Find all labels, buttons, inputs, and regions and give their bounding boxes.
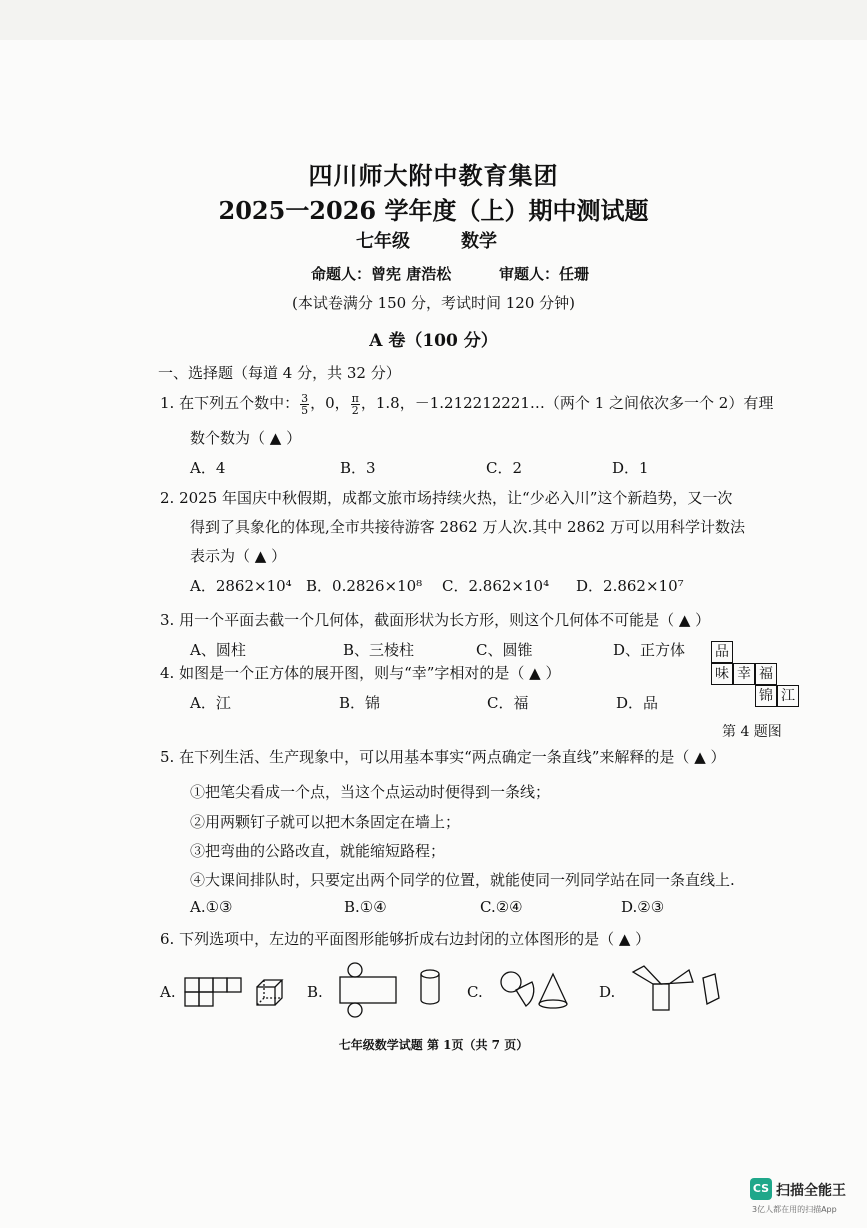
q4-option-c: C．福 xyxy=(487,694,529,712)
q2-line3: 表示为（ ▲ ） xyxy=(190,547,287,565)
subject-label: 数学 xyxy=(461,231,497,252)
q6-b-net xyxy=(340,963,396,1017)
q5-line1: 5. 在下列生活、生产现象中，可以用基本事实“两点确定一条直线”来解释的是（ ▲ ） xyxy=(160,748,726,766)
q2-option-a: A．2862×10⁴ xyxy=(190,577,292,595)
q2-option-d: D．2.862×10⁷ xyxy=(576,577,684,595)
camscanner-name: 扫描全能王 xyxy=(776,1183,846,1199)
q6-line1: 6. 下列选项中，左边的平面图形能够折成右边封闭的立体图形的是（ ▲ ） xyxy=(160,930,651,948)
authors-line: 命题人：曾宪 唐浩松 xyxy=(311,265,452,283)
scan-shadow-top xyxy=(0,0,867,40)
grade-label: 七年级 xyxy=(356,231,410,252)
school-title: 四川师大附中教育集团 xyxy=(308,161,559,190)
frac2-den: 2 xyxy=(351,403,359,417)
q4-line1: 4. 如图是一个正方体的展开图，则与“幸”字相对的是（ ▲ ） xyxy=(160,664,561,682)
q5-item-4: ④大课间排队时，只要定出两个同学的位置，就能使同一列同学站在同一条直线上. xyxy=(190,871,735,889)
frac2-num: π xyxy=(351,391,359,405)
section-heading: 一、选择题（每道 4 分，共 32 分） xyxy=(158,364,401,382)
q4-option-a: A．江 xyxy=(190,694,231,712)
page-footer: 七年级数学试题 第 1页（共 7 页） xyxy=(338,1038,529,1052)
frac1-num: 3 xyxy=(301,391,309,405)
fraction-3-5 xyxy=(300,393,309,416)
q1-option-c: C．2 xyxy=(486,459,523,477)
q5-item-3: ③把弯曲的公路改直，就能缩短路程； xyxy=(190,842,446,860)
net-cell-pin: 品 xyxy=(711,641,733,663)
net-cell-fu: 福 xyxy=(755,663,777,685)
frac1-den: 5 xyxy=(301,403,309,417)
camscanner-logo-icon: CS xyxy=(750,1178,772,1200)
exam-info: (本试卷满分 150 分，考试时间 120 分钟) xyxy=(291,294,576,312)
q4-option-d: D．品 xyxy=(616,694,659,712)
q6-d-prism xyxy=(703,974,719,1004)
q6-label-b: B. xyxy=(307,983,323,1001)
exam-title: 2025一2026 学年度（上）期中测试题 xyxy=(218,196,649,225)
q6-a-cube xyxy=(257,980,282,1005)
q5-option-b: B.①④ xyxy=(344,898,387,916)
q1-prefix: 1. 在下列五个数中： xyxy=(160,394,300,412)
q1-rest: ，1.8，－1.212212221…（两个 1 之间依次多一个 2）有理 xyxy=(360,394,774,412)
q6-c-cone xyxy=(539,974,567,1008)
q1-mid: ，0， xyxy=(310,394,350,412)
q1-line2: 数个数为（ ▲ ） xyxy=(190,429,302,447)
q5-option-c: C.②④ xyxy=(480,898,523,916)
q3-option-b: B、三棱柱 xyxy=(343,641,415,659)
question-1 xyxy=(160,392,773,416)
q6-label-c: C. xyxy=(467,983,483,1001)
q6-c-net xyxy=(501,972,534,1006)
q6-label-d: D. xyxy=(599,983,616,1001)
q1-option-a: A．4 xyxy=(190,459,226,477)
q6-b-cylinder xyxy=(421,970,439,1004)
q1-option-d: D．1 xyxy=(612,459,649,477)
q1-option-b: B．3 xyxy=(340,459,376,477)
net-cell-xing: 幸 xyxy=(733,663,755,685)
q6-label-a: A. xyxy=(160,983,176,1001)
fraction-pi-2 xyxy=(351,393,360,416)
q6-a-net xyxy=(185,978,241,1006)
q3-line1: 3. 用一个平面去截一个几何体，截面形状为长方形，则这个几何体不可能是（ ▲ ） xyxy=(160,611,711,629)
q3-option-d: D、正方体 xyxy=(613,641,686,659)
q3-option-c: C、圆锥 xyxy=(476,641,533,659)
q6-d-net xyxy=(633,966,693,1010)
net-cell-jiang: 江 xyxy=(777,685,799,707)
q3-option-a: A、圆柱 xyxy=(190,641,246,659)
paper-title: A 卷（100 分） xyxy=(369,331,498,351)
q4-option-b: B．锦 xyxy=(339,694,381,712)
q2-line2: 得到了具象化的体现,全市共接待游客 2862 万人次.其中 2862 万可以用科学计数法 xyxy=(190,518,745,536)
q2-option-c: C．2.862×10⁴ xyxy=(442,577,550,595)
figure-caption: 第 4 题图 xyxy=(722,724,782,740)
q6-figures xyxy=(180,960,740,1020)
net-cell-wei: 味 xyxy=(711,663,733,685)
q2-option-b: B．0.2826×10⁸ xyxy=(306,577,423,595)
q5-item-2: ②用两颗钉子就可以把木条固定在墙上； xyxy=(190,813,461,831)
net-cell-jin: 锦 xyxy=(755,685,777,707)
reviewer-line: 审题人：任珊 xyxy=(499,265,590,283)
q5-option-d: D.②③ xyxy=(621,898,665,916)
q5-option-a: A.①③ xyxy=(190,898,233,916)
camscanner-tagline: 3亿人都在用的扫描App xyxy=(752,1205,837,1214)
q2-line1: 2. 2025 年国庆中秋假期，成都文旅市场持续火热，让“少必入川”这个新趋势，又一次 xyxy=(160,489,733,507)
q5-item-1: ①把笔尖看成一个点，当这个点运动时便得到一条线； xyxy=(190,783,551,801)
